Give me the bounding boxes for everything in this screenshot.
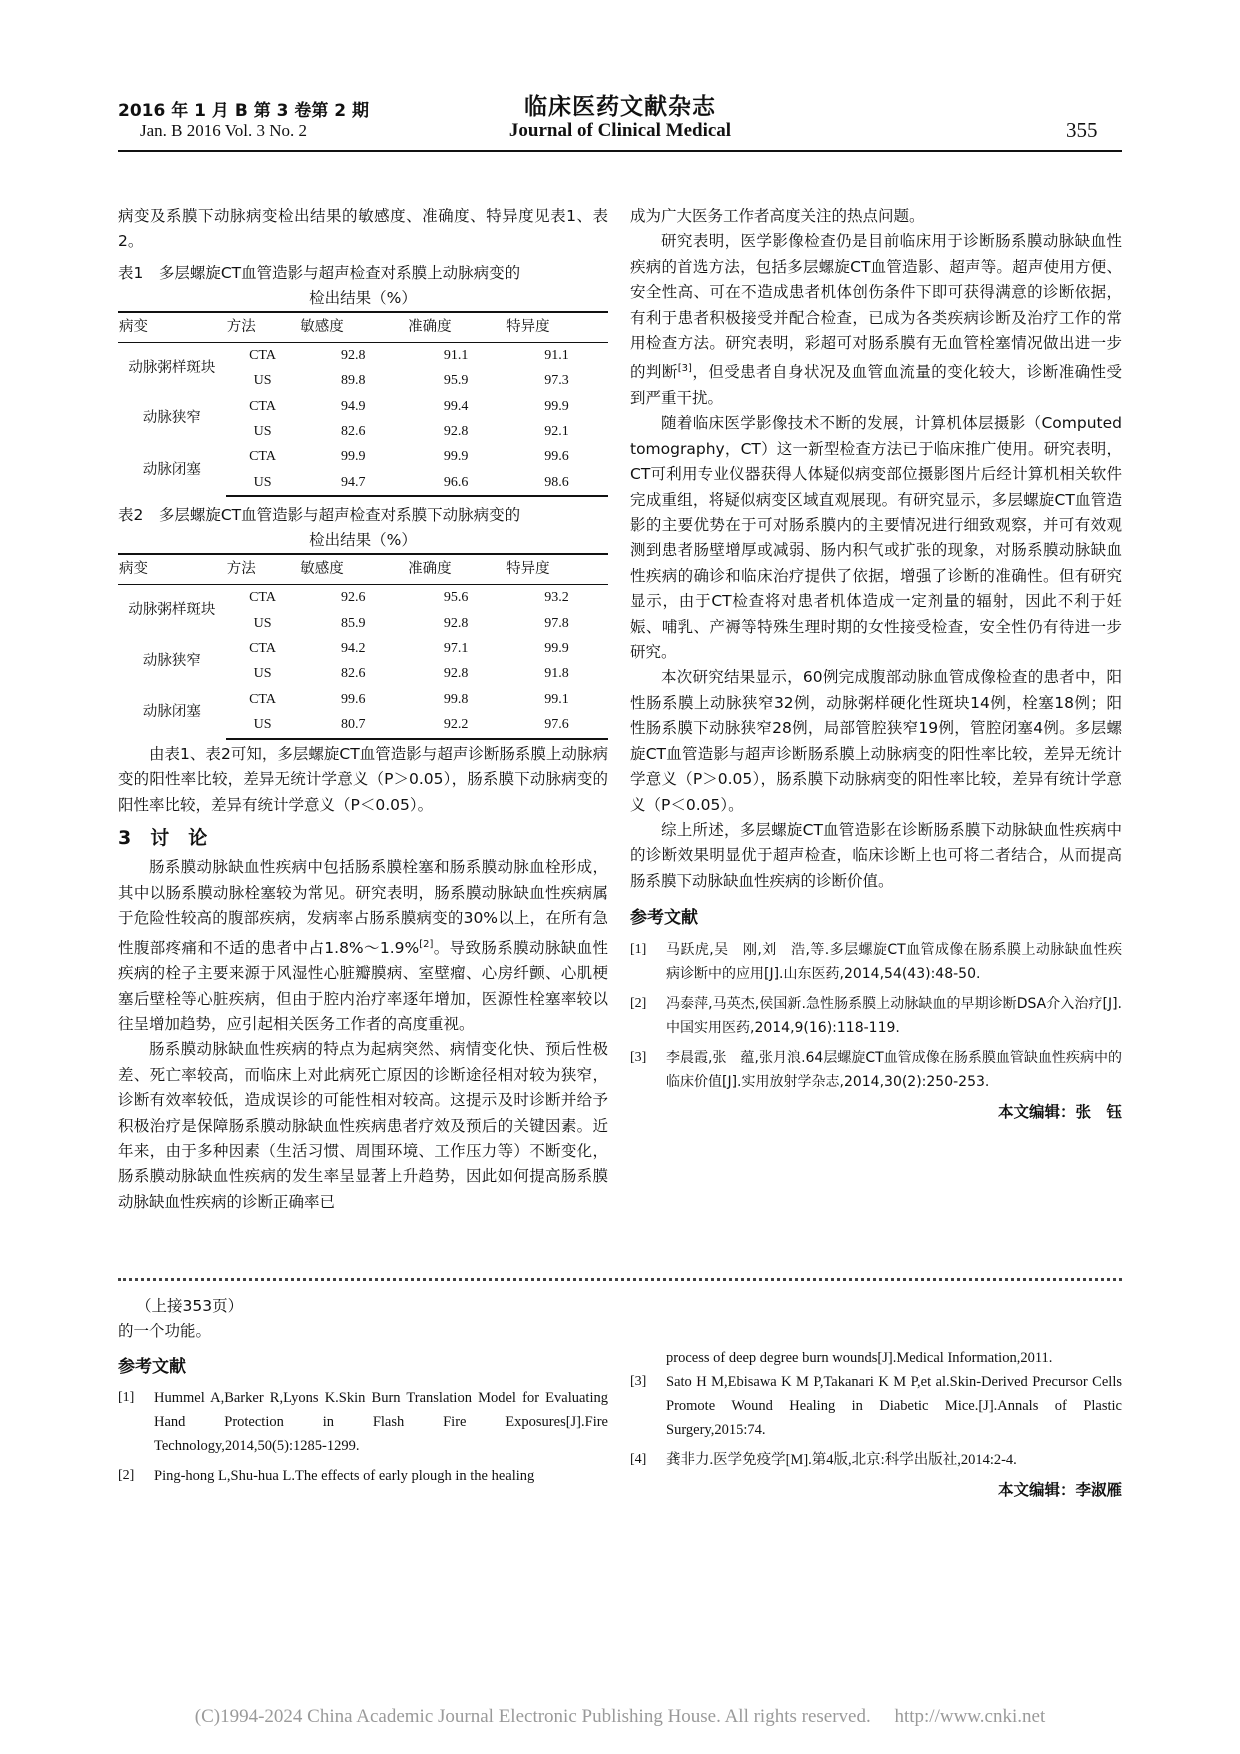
editor-credit: 本文编辑：张 钰 — [997, 1102, 1122, 1121]
table2-cell: 94.2 — [340, 641, 366, 657]
section-separator — [118, 1278, 1122, 1281]
table1 — [118, 311, 608, 497]
table2 — [118, 553, 608, 739]
reference-item — [630, 938, 1122, 986]
continuation-references-right — [630, 1370, 1122, 1472]
table2-cell: 80.7 — [299, 712, 407, 738]
table2-cell: 99.1 — [544, 691, 569, 707]
continued-paragraph: 成为广大医务工作者高度关注的热点问题。 — [630, 207, 925, 225]
table1-cell: 99.9 — [340, 449, 366, 465]
table1-cell: 92.8 — [340, 347, 366, 363]
table1-cell: 99.9 — [544, 398, 569, 414]
table1-cell: 89.8 — [340, 373, 366, 389]
table1-cell: 98.6 — [505, 470, 608, 496]
table1-caption-line1: 表1 多层螺旋CT血管造影与超声检查对系膜上动脉病变的 — [118, 263, 521, 282]
table2-cell: CTA — [249, 641, 276, 657]
citation-2: [2] — [419, 938, 434, 950]
table1-caption-line2: 检出结果（%） — [309, 288, 417, 307]
table2-cell: 99.8 — [443, 691, 469, 707]
issue-cn: 2016 年 1 月 B 第 3 卷第 2 期 — [118, 101, 370, 121]
right-column — [630, 204, 1122, 1125]
reference-number: [3] — [630, 1374, 647, 1389]
reference-item — [630, 1046, 1122, 1094]
table1-cell: 82.6 — [340, 424, 366, 440]
page-number: 355 — [1066, 118, 1098, 142]
table2-cell: US — [253, 615, 272, 631]
table2-cell: 82.6 — [340, 666, 366, 682]
table1-caption — [118, 261, 608, 311]
table2-lesion-cell: 动脉狭窄 — [142, 652, 201, 669]
table2-caption-line2: 检出结果（%） — [309, 531, 417, 550]
result-paragraph: 由表1、表2可知，多层螺旋CT血管造影与超声诊断肠系膜上动脉病变的阳性率比较，差异无统计学意义（P＞0.05），肠系膜下动脉病变的阳性率比较，差异有统计学意义（P＜0.05）。 — [118, 744, 608, 814]
table1-cell: US — [253, 373, 272, 389]
table2-cell: 97.8 — [544, 615, 569, 631]
continuation-first-line: 的一个功能。 — [118, 1322, 212, 1341]
table1-header: 方法 — [226, 312, 300, 343]
continuation-left — [118, 1294, 608, 1494]
table1-row — [118, 394, 608, 419]
table1-cell: 94.7 — [299, 470, 407, 496]
table1-cell: 99.6 — [544, 449, 569, 465]
table1-header: 敏感度 — [299, 312, 407, 343]
reference-number: [2] — [118, 1468, 135, 1484]
discussion-1-text-a: 肠系膜动脉缺血性疾病中包括肠系膜栓塞和肠系膜动脉血栓形成，其中以肠系膜动脉栓塞较为常见。研究表明，肠系膜动脉缺血性疾病属于危险性较高的腹部疾病，发病率占肠系膜病变的30%以上，在所有急性腹部疼痛和不适的患者中占1.8%～1.9% — [118, 858, 608, 957]
reference-text: 龚非力.医学免疫学[M].第4版,北京:科学出版社,2014:2-4. — [666, 1452, 1017, 1468]
table1-lesion-cell: 动脉粥样斑块 — [128, 359, 216, 376]
reference-text: Ping-hong L,Shu-hua L.The effects of early plough in the healing — [154, 1468, 535, 1485]
reference-text: Sato H M,Ebisawa K M P,Takanari K M P,et al.Skin-Derived Precursor Cells Promote Wound Healing in Diabetic Mice.[J].Annals of Plastic Surgery,2015:74. — [666, 1374, 1122, 1438]
discussion-paragraph-1 — [118, 855, 608, 1037]
table1-cell: 99.4 — [443, 398, 469, 414]
reference-text: Hummel A,Barker R,Lyons K.Skin Burn Translation Model for Evaluating Hand Protection in Flash Fire Exposures[J].Fire Technology,2014,50(5):1285-1299. — [154, 1390, 608, 1455]
table1-lesion-cell: 动脉闭塞 — [142, 461, 201, 478]
table2-body — [118, 585, 608, 739]
discussion-paragraph-2: 肠系膜动脉缺血性疾病的特点为起病突然、病情变化快、预后性极差、死亡率较高，而临床上对此病死亡原因的诊断途径相对较为狭窄，诊断有效率较低，造成误诊的可能性相对较高。这提示及时诊断并给予积极治疗是保障肠系膜动脉缺血性疾病患者疗效及预后的关键因素。近年来，由于多种因素（生活习惯、周围环境、工作压力等）不断变化，肠系膜动脉缺血性疾病的发生率呈显著上升趋势，因此如何提高肠系膜动脉缺血性疾病的诊断正确率已 — [118, 1040, 608, 1211]
table2-cell: CTA — [249, 590, 276, 606]
reference-text: 马跃虎,吴 刚,刘 浩,等.多层螺旋CT血管成像在肠系膜上动脉缺血性疾病诊断中的应用[J].山东医药,2014,54(43):48-50. — [666, 941, 1122, 982]
table2-header: 敏感度 — [299, 554, 407, 585]
table2-cell: 91.8 — [544, 666, 569, 682]
table2-header: 病变 — [118, 554, 226, 585]
table2-cell: 92.8 — [443, 666, 469, 682]
discussion-1-text-b: 。导致肠系膜动脉缺血性疾病的栓子主要来源于风湿性心脏瓣膜病、室壁瘤、心房纤颤、心肌梗塞后壁栓等心脏疾病，但由于腔内治疗率逐年增加，医源性栓塞率较以往呈增加趋势，应引起相关医务工作者的高度重视。 — [118, 938, 608, 1033]
table1-cell: 91.1 — [544, 347, 569, 363]
table1-cell: 97.3 — [544, 373, 569, 389]
issue-en: Jan. B 2016 Vol. 3 No. 2 — [140, 121, 308, 140]
table1-cell: 95.9 — [443, 373, 469, 389]
table1-cell: 92.8 — [443, 424, 469, 440]
right-1-text-a: 研究表明，医学影像检查仍是目前临床用于诊断肠系膜动脉缺血性疾病的首选方法，包括多层螺旋CT血管造影、超声等。超声使用方便、安全性高、可在不造成患者机体创伤条件下即可获得满意的诊断依据，有利于患者积极接受并配合检查，已成为各类疾病诊断及治疗工作的常用检查方法。研究表明，彩超可对肠系膜有无血管栓塞情况做出进一步的判断 — [630, 232, 1122, 382]
reference-text: process of deep degree burn wounds[J].Medical Information,2011. — [666, 1350, 1053, 1366]
right-paragraph-1 — [630, 229, 1122, 411]
right-1-text-b: ，但受患者自身状况及血管血流量的变化较大，诊断准确性受到严重干扰。 — [630, 363, 1122, 407]
table1-header-row — [118, 312, 608, 343]
table1-cell: CTA — [249, 449, 276, 465]
references-title: 参考文献 — [630, 908, 698, 929]
table2-caption-line1: 表2 多层螺旋CT血管造影与超声检查对系膜下动脉病变的 — [118, 506, 521, 525]
reference-number — [630, 1346, 666, 1370]
table1-cell: 92.1 — [544, 424, 569, 440]
table2-header-row — [118, 554, 608, 585]
header-rule — [118, 150, 1122, 152]
table2-cell: 93.2 — [544, 590, 569, 606]
table2-row — [118, 636, 608, 661]
table2-caption — [118, 503, 608, 553]
journal-title-en: Journal of Clinical Medical — [508, 120, 732, 141]
right-paragraph-4: 综上所述，多层螺旋CT血管造影在诊断肠系膜下动脉缺血性疾病中的诊断效果明显优于超声检查，临床诊断上也可将二者结合，从而提高肠系膜下动脉缺血性疾病的诊断价值。 — [630, 820, 1122, 890]
reference-number: [1] — [630, 941, 647, 957]
table1-cell: 99.9 — [443, 449, 469, 465]
table1-header: 特异度 — [505, 312, 608, 343]
reference-item — [118, 1464, 608, 1488]
reference-text: 李晨霞,张 蕴,张月浪.64层螺旋CT血管成像在肠系膜血管缺血性疾病中的临床价值[J].实用放射学杂志,2014,30(2):250-253. — [666, 1049, 1122, 1090]
table2-cell: US — [253, 666, 272, 682]
table2-cell: 92.8 — [443, 615, 469, 631]
reference-number: [1] — [118, 1390, 135, 1406]
table1-lesion-cell: 动脉狭窄 — [142, 410, 201, 427]
left-column — [118, 204, 608, 1215]
section-title: 3 讨 论 — [118, 826, 208, 849]
table2-cell: 95.6 — [443, 590, 469, 606]
citation-3: [3] — [677, 363, 692, 375]
table2-cell: 99.6 — [340, 691, 366, 707]
table1-row — [118, 444, 608, 469]
right-paragraph-2: 随着临床医学影像技术不断的发展，计算机体层摄影（Computed tomography，CT）这一新型检查方法已于临床推广使用。研究表明，CT可利用专业仪器获得人体疑似病变部位摄影图片后经计算机相关软件完成重组，将疑似病变区域直观展现。有研究显示，多层螺旋CT血管造影的主要优势在于可对肠系膜内的主要情况进行细致观察，并可有效观测到患者肠壁增厚或减弱、肠内积气或扩张的现象，对肠系膜动脉缺血性疾病的确诊和临床治疗提供了依据，增强了诊断的准确性。但有研究显示，由于CT检查将对患者机体造成一定剂量的辐射，因此不利于妊娠、哺乳、产褥等特殊生理时期的女性接受检查，安全性仍有待进一步研究。 — [630, 414, 1122, 662]
table2-row — [118, 687, 608, 712]
table2-cell: 85.9 — [340, 615, 366, 631]
table1-body — [118, 342, 608, 496]
table1-cell: US — [253, 424, 272, 440]
table1-row — [118, 342, 608, 368]
reference-item — [630, 1448, 1122, 1472]
reference-number: [4] — [630, 1452, 647, 1467]
copyright-footer: (C)1994-2024 China Academic Journal Electronic Publishing House. All rights reserved. http://www.cnki.net — [194, 1706, 1046, 1727]
reference-number: [2] — [630, 995, 647, 1011]
table1-cell: CTA — [249, 398, 276, 414]
table1-cell: US — [226, 470, 300, 496]
journal-title-cn: 临床医药文献杂志 — [524, 94, 716, 120]
continuation-references-title: 参考文献 — [118, 1356, 186, 1377]
table2-cell: 99.9 — [544, 641, 569, 657]
table1-cell: 96.6 — [407, 470, 505, 496]
references-list — [630, 938, 1122, 1094]
table1-header: 病变 — [118, 312, 226, 343]
intro-paragraph: 病变及系膜下动脉病变检出结果的敏感度、准确度、特异度见表1、表2。 — [118, 207, 608, 251]
continuation-references-left — [118, 1386, 608, 1488]
continuation-editor-credit: 本文编辑：李淑雁 — [997, 1481, 1122, 1499]
table2-header: 方法 — [226, 554, 300, 585]
table2-row — [118, 585, 608, 611]
table1-header: 准确度 — [407, 312, 505, 343]
reference-text: 冯泰萍,马英杰,侯国新.急性肠系膜上动脉缺血的早期诊断DSA介入治疗[J].中国实用医药,2014,9(16):118-119. — [666, 995, 1122, 1036]
table1-cell: 94.9 — [340, 398, 366, 414]
table2-header: 准确度 — [407, 554, 505, 585]
table2-cell: 97.1 — [443, 641, 469, 657]
table2-cell: CTA — [249, 691, 276, 707]
table2-cell: US — [226, 712, 300, 738]
table2-lesion-cell: 动脉闭塞 — [142, 704, 201, 721]
table2-lesion-cell: 动脉粥样斑块 — [128, 601, 216, 618]
reference-item — [630, 992, 1122, 1040]
table2-cell: 97.6 — [505, 712, 608, 738]
table1-cell: CTA — [249, 347, 276, 363]
continuation-right — [630, 1346, 1122, 1503]
reference-item — [630, 1346, 1122, 1370]
table2-cell: 92.6 — [340, 590, 366, 606]
table2-cell: 92.2 — [407, 712, 505, 738]
table1-cell: 91.1 — [443, 347, 469, 363]
table2-header: 特异度 — [505, 554, 608, 585]
right-paragraph-3: 本次研究结果显示，60例完成腹部动脉血管成像检查的患者中，阳性肠系膜上动脉狭窄32例，动脉粥样硬化性斑块14例，栓塞18例；阳性肠系膜下动脉狭窄28例，局部管腔狭窄19例，管腔闭塞4例。多层螺旋CT血管造影与超声诊断肠系膜上动脉病变的阳性率比较，差异无统计学意义（P＞0.05），肠系膜下动脉病变的阳性率比较，差异有统计学意义（P＜0.05）。 — [630, 668, 1122, 814]
reference-number: [3] — [630, 1049, 647, 1065]
reference-item — [118, 1386, 608, 1458]
reference-item — [630, 1370, 1122, 1442]
continued-from-label: （上接353页） — [136, 1297, 244, 1315]
